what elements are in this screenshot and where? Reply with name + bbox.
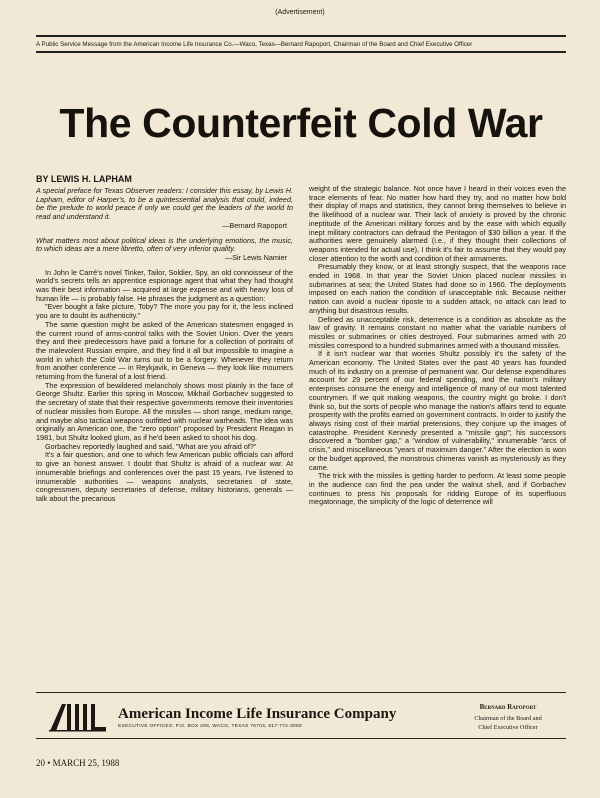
preface-text: A special preface for Texas Observer readers: I consider this essay, by Lewis H. Lapham, editor of Harper's, to be a quintessential analysis that could, indeed, be the prelude to world peace if only we could get the leaders of the world to read and understand it.	[36, 186, 293, 222]
paragraph: Defined as unacceptable risk, deterrence is a condition as absolute as the law of gravity. It remains constant no matter what the variable numbers of missiles or submarines or cities destroyed. Four submarines armed with 20 missiles correspond to a hundred submarines armed with a thousand missiles.	[309, 314, 566, 350]
paragraph: Presumably they know, or at least strongly suspect, that the weapons race ended in 1968. In that year the Soviet Union placed nuclear missiles in submarines at sea; the United States had done so in 1960. The deployments imposed on each nation the condition of unacceptable risk. Because neither nation can avoid a nuclear riposte to a sudden attack, no attack can lead to anything but disastrous results.	[309, 262, 566, 315]
paragraph: If it isn't nuclear war that worries Shultz possibly it's the safety of the American economy. The United States over the past 40 years has founded much of its industry on a premise of permanent war. Our defense expenditures account for 29 percent of our federal spending, and the nation's military enterprises consume the energy and intelligence of many of our most talented countrymen. If we quit making weapons, the country might go broke. I don't think so, but the sorts of people who manage the nation's affairs tend to equate prosperity with the profits earned on government contracts. In order to justify the always rising cost of their martial pretensions, they conjure up the images of catastrophe. President Kennedy presented a "missile gap"; his successors discovered a "bomber gap," a "window of vulnerability," innumerable "arcs of crisis," and miscellaneous "years of maximum danger." After the election is won or the budget approved, the monstrous chimeras vanish as mysteriously as they came.	[309, 349, 566, 472]
epigraph-attribution: —Sir Lewis Namier	[224, 252, 287, 262]
paragraph: The trick with the missiles is getting harder to perform. At least some people in the audience can find the pea under the walnut shell, and if Gorbachev continues to press his proposals for ridding Europe of its superfluous megatonnage, the simplicity of the logic of deterrence will	[309, 471, 566, 507]
signatory-title: Chairman of the Board and	[474, 715, 542, 722]
headline: The Counterfeit Cold War	[59, 100, 543, 146]
company-name: American Income Life Insurance Company	[118, 706, 397, 722]
signatory-title: Chief Executive Officer	[478, 724, 538, 731]
signatory-name: Bernard Rapoport	[479, 704, 537, 711]
paragraph: The same question might be asked of the American statesmen engaged in the current round of arms-control talks with the Soviet Union. Over the years they and their predecessors have paid a fortune for a collection of portraits of the malevolent Russian empire, and they find it all but impossible to imagine a world in which the Cold War turns out to be a forgery. Whenever they return from another conference — in Reykjavik, in Geneva — they look like mourners returning from the funeral of a lost friend.	[36, 319, 293, 382]
paragraph: "Ever bought a fake picture, Toby? The more you pay for it, the less inclined you are to doubt its authenticity."	[36, 302, 293, 321]
paragraph: In John le Carré's novel Tinker, Tailor, Soldier, Spy, an old connoisseur of the world's secrets tells an apprentice espionage agent that what they had thought was their best information — acquired at large expense and with heavy loss of human life — is probably false. He phrases the judgment as a question:	[36, 267, 293, 303]
paragraph: The expression of bewildered melancholy shows most plainly in the face of George Shultz. Earlier this spring in Moscow, Mikhail Gorbachev suggested to the secretary of state that their respective governments remove their inventories of nuclear missiles from Europe. All the missiles — short range, medium range, and maybe also tactical weapons outfitted with nuclear warheads. The idea was originally an American one, the "zero option" proposed by President Reagan in 1981, but Shultz looked glum, as if he'd been asked to shoot his dog.	[36, 380, 293, 442]
paragraph: It's a fair question, and one to which few American public officials can afford to give an honest answer. I doubt that Shultz is afraid of a nuclear war. At innumerable briefings and conferences over the past 15 years, I've listened to innumerable authorities — weapons analysts, secretaries of state, congressmen, deputy secretaries of defense, military historians, generals — talk about the precarious	[36, 450, 293, 503]
paragraph: Gorbachev reportedly laughed and said, "What are you afraid of?"	[45, 441, 257, 451]
article-column-right	[309, 185, 566, 507]
sub-rule	[36, 51, 566, 53]
company-logo-icon	[48, 702, 108, 732]
paragraph: weight of the strategic balance. Not once have I heard in their voices even the trace elements of fear. No matter how hard they try, and no matter how bold their display of maps and statistics, they cannot bring themselves to believe in the likelihood of a nuclear war. Their lack of anxiety is proved by the chronic ineptitude of the American military forces and by the ease with which equally inept military contractors can defraud the Pentagon of $30 billion a year. If the authorities were genuinely alarmed (i.e., if they thought their collections of weapons intended for actual use), I think it's fair to assume that they would pay closer attention to the worth and condition of their armaments.	[309, 184, 566, 263]
article-column-left	[36, 187, 293, 504]
epigraph-text: What matters most about political ideas is the underlying emotions, the music, to which ideas are a mere libretto, often of very inferior quality.	[36, 235, 293, 254]
top-rule	[36, 35, 566, 37]
preface-attribution: —Bernard Rapoport	[222, 220, 287, 230]
byline: BY LEWIS H. LAPHAM	[36, 174, 132, 184]
page-footer: 20 • MARCH 25, 1988	[36, 758, 120, 768]
advertisement-tag: (Advertisement)	[275, 9, 325, 16]
public-service-line: A Public Service Message from the American Income Life Insurance Co.—Waco, Texas—Bernard Rapoport, Chairman of the Board and Chief Executive Officer	[36, 41, 473, 48]
company-offices: EXECUTIVE OFFICES: P.O. BOX 208, WACO, TEXAS 76703, 817-772-3050	[118, 724, 302, 729]
